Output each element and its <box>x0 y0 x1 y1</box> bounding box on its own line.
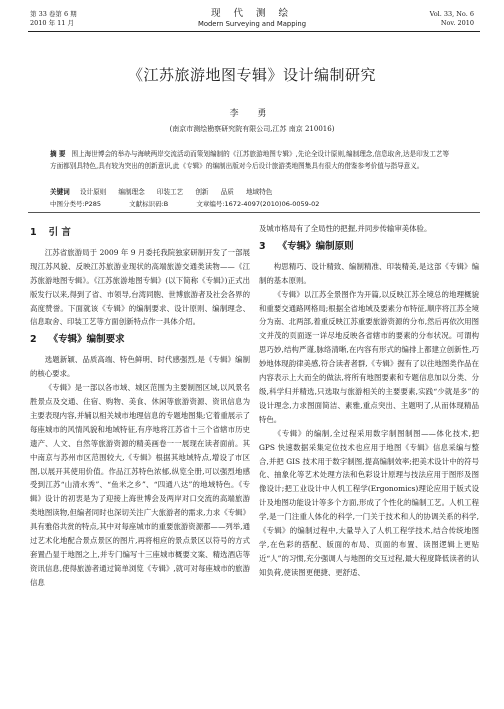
issue-date-en: Nov. 2010 <box>440 19 474 27</box>
journal-title-en: Modern Surveying and Mapping <box>197 20 307 28</box>
header-right <box>430 10 474 28</box>
right-column <box>259 222 479 580</box>
section-title: 《专辑》编制原则 <box>277 240 354 252</box>
header-center <box>0 8 504 29</box>
clc-number: 中图分类号:P285 <box>50 200 102 208</box>
journal-title: 现 代 测 绘 <box>210 8 294 19</box>
volume-issue: 第 33 卷第 6 期 <box>30 10 77 18</box>
section-heading <box>30 333 250 347</box>
volume-issue-en: Vol. 33, No. 6 <box>429 10 474 18</box>
divider <box>28 212 480 213</box>
left-column <box>30 222 250 590</box>
section-heading <box>30 226 250 240</box>
abstract-text: 围上海世博会的举办与海峡两岸交流活动而策划编制的《江苏旅游地图专辑》,先论全设计原则,编制理念,信息取舍,达是印发工艺等方面都别具特色,具有较为突出的创新意识,此《专辑》的编制出版对今后设计旅游类地图集具有很大的借鉴参考价值与指导意义。 <box>50 150 450 170</box>
header-rule <box>28 31 480 32</box>
section-number: 2 <box>30 334 37 346</box>
abstract-label: 摘 要 <box>50 150 66 158</box>
keywords <box>50 186 460 198</box>
author-name: 李 勇 <box>229 109 275 119</box>
paragraph: 《专辑》以江苏全景图作为开篇,以反映江苏全境总的地理概貌和重要交通路网格局;根据全省地域及要素分布特征,顺序将江苏全境分为南、北两部,着重反映江苏重要旅游资源的分布,然后再依次用图文并茂的页面逐一详尽地反映各省辖市的要素的分布状况。可谓构思巧妙,结构严谨,脉络清晰,在内容有形式的编排上都建立创新性,巧妙地体现韵律美感,符合读者者群,《专辑》握有了以往地图类作品在内容表示上大而全的做法,将所有地图要素和专题信息加以分类、分级,科学归并精选,只选取与旅游相关的主要要素,实践“少就是多”的设计理念,力求图面简洁、素雅,重点突出、主题明了,从而体现精品特色。 <box>259 289 479 424</box>
keyword: 编制理念 <box>118 188 145 196</box>
paragraph-continued: 及城市格局有了全局性的把握,并同步传输审美体验。 <box>259 224 432 233</box>
keyword: 地域特色 <box>245 188 273 196</box>
paragraph: 江苏省旅游局于 2009 年 9 月委托我院独家研制开发了一部展现江苏风貌、反映江苏旅游业现状的高端旅游交通类读物——《江苏旅游地图专辑》。《江苏旅游地图专辑》(以下简称《专辑》)正式出版发行以来,得到了省、市领导,台湾同胞、世博旅游者及社会各界的高度赞誉。下面就该《专辑》的编制要求、设计原则、编制理念、信息取舍、印装工艺等方面创新特点作一具体介绍。 <box>30 247 250 327</box>
section-number: 3 <box>259 240 266 252</box>
keyword: 印装工艺 <box>156 188 184 196</box>
document-code: 文献标识码:B <box>129 200 169 208</box>
section-number: 1 <box>30 227 37 238</box>
paragraph: 构思精巧、设计精致、编制精准、印装精美,是这部《专辑》编制的基本原则。 <box>259 261 479 285</box>
paragraph: 选题新颖、品质高端、特色鲜明、时代感强烈,是《专辑》编制的核心要求。 <box>30 355 250 379</box>
keywords-label: 关键词 <box>50 188 70 196</box>
paragraph: 《专辑》的编制,全过程采用数字制图制图——体化技术,把 GPS 快速数据采集定位技术也应用于地图《专辑》信息采编与整合,并把 GIS 技术用于数字制图,提高编制效率;把美术设计中的符号化、抽象化等艺术处理方法和色彩设计原理与技法应用于图形及图像设计;把工业设计中人机工程学(Ergonomics)理论应用于版式设计及地图功能设计等多个方面,形成了个性化的编制工艺。人机工程学,是一门注重人体化的科学,一门关于技术和人的协调关系的科学,《专辑》的编制过程中,大量导入了人机工程学技术,结合传统地图学,在色彩的搭配、版面的布局、页面的布置、读图逻辑上更贴近“人”的习惯,充分强调人与地图的交互过程,最大程度降低读者的认知负荷,使读图更便捷、更舒适、 <box>259 428 479 577</box>
article-id: 文章编号:1672-4097(2010)06-0059-02 <box>196 200 320 208</box>
abstract <box>50 148 450 172</box>
article-title: 《江苏旅游地图专辑》设计编制研究 <box>127 66 376 84</box>
classification-line <box>50 199 470 209</box>
section-heading <box>259 240 479 254</box>
paragraph: 《专辑》是一部以各市域、城区范围为主要制图区域,以风景名胜景点及交通、住宿、购物、美食、休闲等旅游资源、资讯信息为主要表现内容,并辅以相关城市地理信息的专题地图集;它着重展示了每座城市的风情风貌和地域特征,有序地将江苏省十三个省辖市历史遗产、人文、自然等旅游资源的精美画卷一一展现在读者面前。其中南京与苏州市区范围较大,《专辑》根据其地域特点,增设了市区图,以展开其使用价值。作品江苏特色浓郁,纵览全册,可以强烈地感受到江苏“山清水秀”、“鱼米之乡”、“四通八达”的地域特色。《专辑》设计的初衷是为了迎接上海世博会及两岸对口交流的高端旅游类地图读物,但编者同时也深切关注广大旅游者的需求,力求《专辑》具有雅俗共赏的特点,其中对每座城市的重要旅游资源都——列举,通过艺术化地配合景点景区的图片,再将相应的景点景区以符号的方式套置凸显于地图之上,并专门编写十三座城市概要文案、精选酒店等资讯信息,使得旅游者通过简单浏览《专辑》,就可对每座城市的旅游信息 <box>30 383 250 587</box>
keyword: 创新 <box>195 188 209 196</box>
author-affiliation: (南京市测绘勘察研究院有限公司,江苏 南京 210016) <box>169 125 335 133</box>
keyword: 设计原则 <box>79 188 107 196</box>
section-title: 《专辑》编制要求 <box>48 334 125 346</box>
keyword: 品质 <box>220 188 234 196</box>
issue-date: 2010 年 11 月 <box>30 19 75 27</box>
section-title: 引 言 <box>48 227 71 238</box>
